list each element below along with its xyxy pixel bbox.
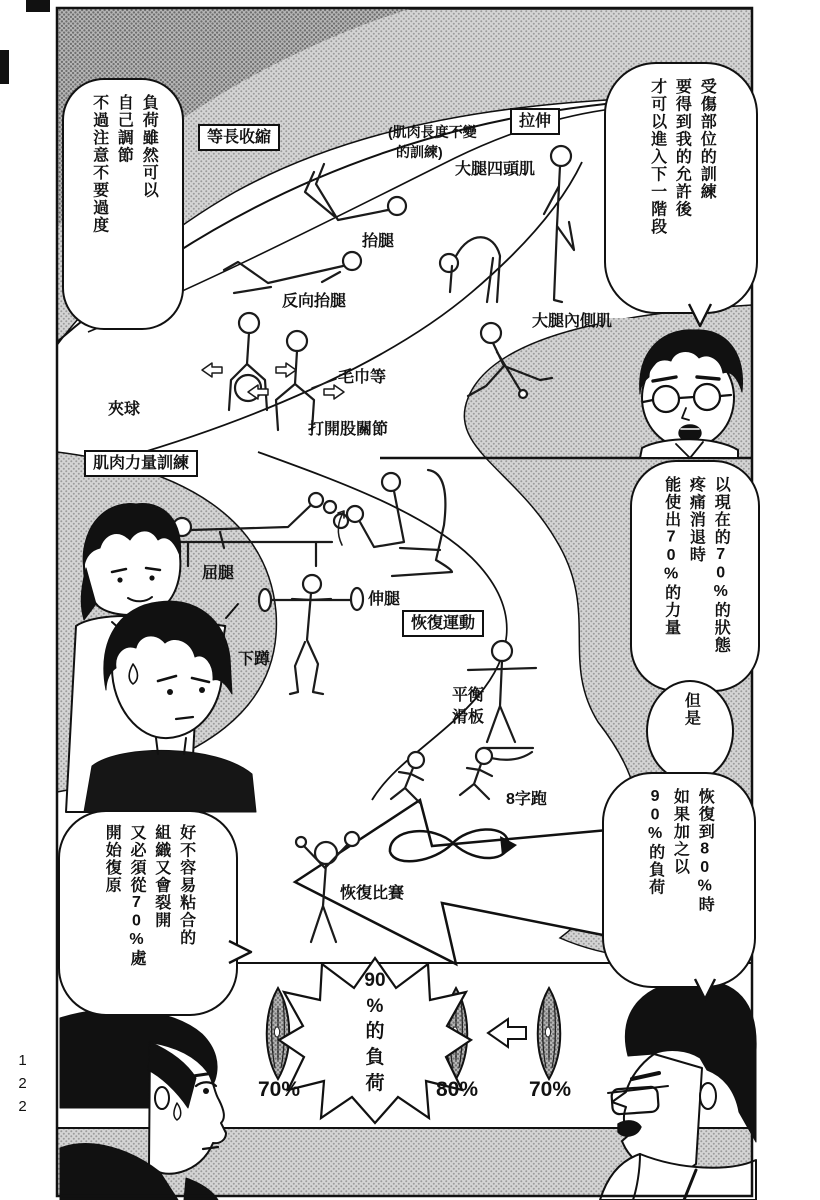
bubble-line: 要得到我的允許後 (673, 78, 691, 218)
figure-forward-bend-illustration (440, 237, 500, 302)
pct-right: 70% (528, 1078, 572, 1101)
label-inner-thigh: 大腿內側肌 (532, 313, 613, 330)
edge-mark (0, 50, 9, 84)
bubble-line: 以現在的70%的狀態 (712, 476, 730, 654)
speech-bubble-caution (62, 78, 184, 330)
speech-bubble-however (646, 680, 734, 782)
isometric-note-line1: (肌肉長度不變 (388, 124, 477, 140)
muscle-70-right (538, 988, 561, 1079)
figure-leg-extension-illustration (334, 470, 452, 576)
bubble-line: 負荷雖然可以 (140, 94, 158, 199)
burst-char: 90 (364, 970, 386, 991)
label-figure8-run: 8字跑 (506, 791, 547, 808)
figure-runner1-illustration (391, 752, 424, 803)
bubble-line: 開始復原 (103, 824, 121, 894)
pct-mid: 80% (435, 1078, 479, 1101)
bubble-line: 組織又會裂開 (152, 824, 170, 929)
burst-load-text (352, 968, 398, 1096)
bubble-tail (692, 978, 718, 1002)
label-squat: 下蹲 (238, 651, 271, 668)
bubble-line: 自己調節 (115, 94, 133, 164)
label-balance-board-line2: 滑板 (452, 709, 485, 726)
bubble-line: 如果加之以 (671, 788, 689, 876)
corner-mark (26, 0, 50, 12)
label-hip-open: 打開股關節 (308, 421, 389, 438)
pct-left: 70% (257, 1078, 301, 1101)
label-ball-squeeze: 夾球 (108, 401, 141, 418)
bubble-line: 能使出70%的力量 (662, 476, 680, 637)
bubble-line: 又必須從70%處 (128, 824, 145, 967)
label-leg-raise: 抬腿 (362, 233, 395, 250)
section-label-isometric: 等長收縮 (198, 124, 280, 151)
section-label-recovery: 恢復運動 (402, 610, 484, 637)
character-doctor-bottom (600, 980, 756, 1200)
bubble-line: 不過注意不要過度 (90, 94, 108, 234)
burst-char: 的 (365, 1021, 385, 1043)
bubble-line: 好不容易粘合的 (177, 824, 195, 947)
section-label-strength: 肌肉力量訓練 (84, 450, 198, 477)
muscle-70-left (267, 988, 290, 1079)
burst-char: 負 (365, 1046, 385, 1068)
page-number: 122 (14, 1052, 31, 1121)
figure-runner2-illustration (460, 748, 492, 799)
speech-bubble-retear (58, 810, 238, 1016)
figure-leg-raise-illustration (305, 164, 406, 220)
label-leg-curl: 屈腿 (202, 565, 235, 582)
bubble-line: 但是 (682, 692, 700, 727)
figure-quad-stretch-illustration (544, 146, 574, 302)
label-towel: 毛巾等 (338, 369, 387, 386)
bubble-line: 才可以進入下一階段 (648, 78, 666, 236)
label-leg-extension: 伸腿 (368, 591, 401, 608)
bubble-line: 受傷部位的訓練 (698, 78, 716, 201)
bubble-tail (228, 938, 254, 966)
isometric-note-line2: 的訓練) (396, 144, 443, 160)
speech-bubble-permission (604, 62, 758, 314)
speech-bubble-current-state (630, 460, 760, 692)
label-quad: 大腿四頭肌 (455, 161, 536, 178)
bubble-tail (686, 303, 714, 329)
burst-char: % (366, 995, 384, 1017)
label-return-match: 恢復比賽 (340, 885, 405, 902)
bubble-line: 疼痛消退時 (687, 476, 705, 564)
label-reverse-leg-raise: 反向抬腿 (282, 293, 347, 310)
figure-reverse-leg-raise-illustration (224, 252, 361, 293)
section-label-stretch: 拉伸 (510, 108, 560, 135)
label-balance-board-line1: 平衡 (452, 687, 485, 704)
left-arrow-icon (488, 1019, 526, 1047)
bubble-line: 90%的負荷 (646, 788, 664, 896)
speech-bubble-overload (602, 772, 756, 988)
bubble-line: 恢復到80%時 (696, 788, 714, 914)
burst-char: 荷 (365, 1072, 385, 1094)
